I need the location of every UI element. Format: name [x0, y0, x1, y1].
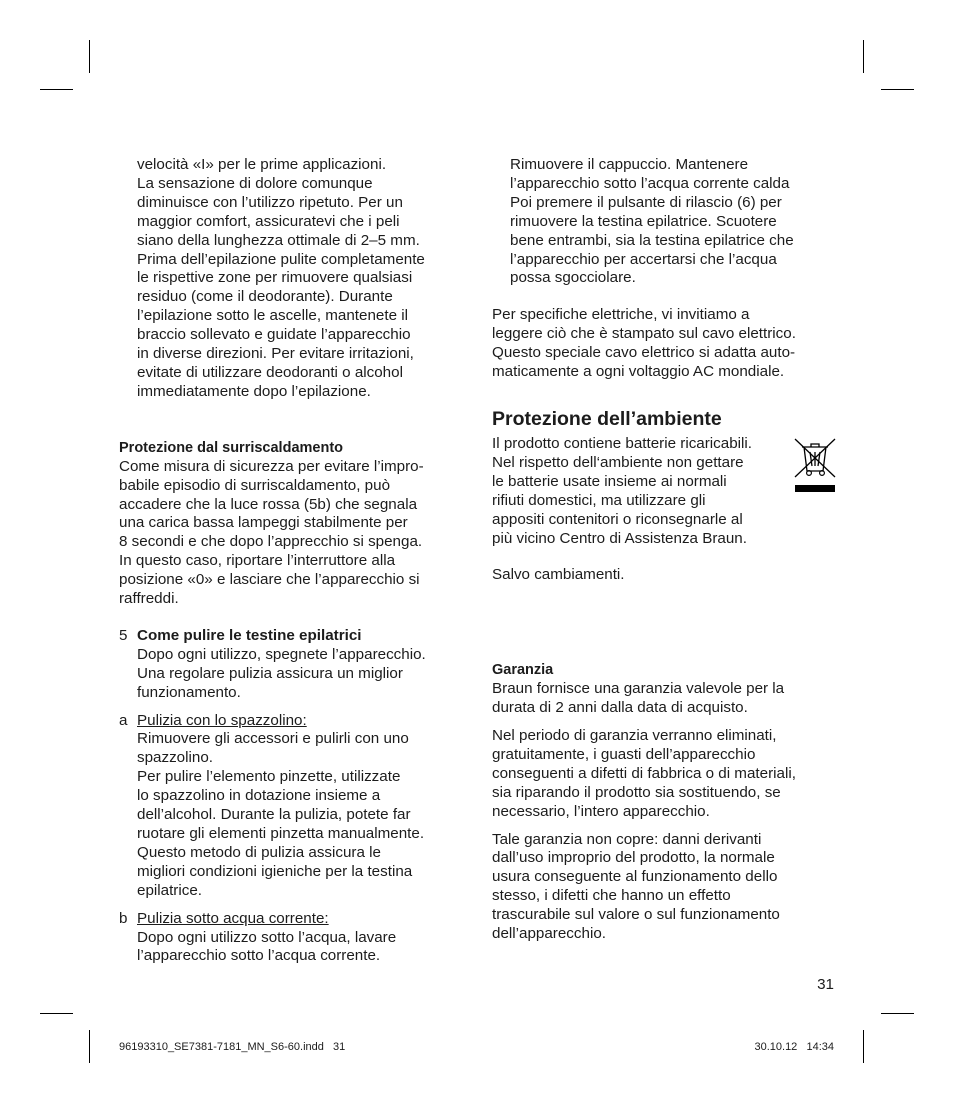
text-line: Dopo ogni utilizzo sotto l’acqua, lavare — [137, 928, 397, 946]
text-line: posizione «0» e lasciare che l’apparecchio si — [119, 571, 420, 589]
item-a-title: Pulizia con lo spazzolino: — [137, 711, 307, 729]
text-line: le rispettive zone per rimuovere qualsiasi — [137, 269, 413, 287]
text-line: immediatamente dopo l’epilazione. — [137, 382, 371, 400]
text-line: Prima dell’epilazione pulite completamente — [137, 250, 425, 268]
text-line: babile episodio di surriscaldamento, può — [119, 476, 391, 494]
text-line: accadere che la luce rossa (5b) che segnala — [119, 495, 418, 513]
text-line: funzionamento. — [137, 683, 241, 701]
item-b-title: Pulizia sotto acqua corrente: — [137, 909, 329, 927]
text-line: Rimuovere il cappuccio. Mantenere — [510, 156, 749, 173]
text-line: diminuisce con l’utilizzo ripetuto. Per un — [137, 193, 403, 211]
electrical-paragraph — [492, 306, 842, 382]
text-line: l’apparecchio sotto l’acqua corrente calda — [510, 174, 790, 192]
intro-paragraph — [119, 156, 469, 402]
text-line: Poi premere il pulsante di rilascio (6) per — [510, 193, 782, 211]
text-line: bene entrambi, sia la testina epilatrice che — [510, 231, 794, 249]
text-line: Tale garanzia non copre: danni derivanti — [492, 830, 762, 848]
footer-file-info: 96193310_SE7381-7181_MN_S6-60.indd 31 — [119, 1041, 346, 1053]
item-letter: b — [119, 909, 128, 927]
item-letter: a — [119, 711, 128, 729]
page-number: 31 — [817, 976, 834, 993]
text-line: raffreddi. — [119, 590, 179, 608]
text-line: trascurabile sul valore o sul funzionamento — [492, 906, 780, 924]
text-line: necessario, l’intero apparecchio. — [492, 802, 710, 820]
item-a — [119, 712, 469, 901]
text-line: Per pulire l’elemento pinzette, utilizzate — [137, 768, 401, 786]
text-line: stesso, i difetti che hanno un effetto — [492, 887, 731, 905]
text-line: l’epilazione sotto le ascelle, mantenete il — [137, 307, 409, 325]
section-5-title: Come pulire le testine epilatrici — [137, 626, 362, 644]
crop-mark — [89, 1030, 90, 1063]
text-line: gratuitamente, i guasti dell’apparecchio — [492, 745, 756, 763]
text-line: residuo (come il deodorante). Durante — [137, 288, 393, 306]
environment-paragraph — [492, 435, 842, 548]
crossed-out-wheelie-bin-icon — [792, 433, 838, 497]
text-line: siano della lunghezza ottimale di 2–5 mm. — [137, 231, 420, 249]
section-number: 5 — [119, 626, 128, 644]
overheat-paragraph — [119, 458, 469, 609]
environment-heading: Protezione dell’ambiente — [492, 407, 722, 430]
text-line: leggere ciò che è stampato sul cavo elettrico. — [492, 325, 796, 343]
text-line: Il prodotto contiene batterie ricaricabili. — [492, 434, 753, 452]
text-line: Come misura di sicurezza per evitare l’impro- — [119, 457, 424, 475]
footer-date-time: 30.10.12 14:34 — [754, 1041, 834, 1053]
text-line: una carica bassa lampeggi stabilmente per — [119, 514, 408, 532]
text-line: possa sgocciolare. — [510, 269, 636, 287]
text-line: Questo speciale cavo elettrico si adatta auto- — [492, 344, 796, 362]
text-line: maticamente a ogni voltaggio AC mondiale. — [492, 363, 785, 381]
text-line: evitate di utilizzare deodoranti o alcohol — [137, 363, 403, 381]
text-line: maggior comfort, assicuratevi che i peli — [137, 212, 400, 230]
text-line: l’apparecchio sotto l’acqua corrente. — [137, 947, 381, 965]
crop-mark — [881, 1013, 914, 1014]
text-line: rifiuti domestici, ma utilizzare gli — [492, 491, 706, 509]
text-line: l’apparecchio per accertarsi che l’acqua — [510, 250, 777, 268]
text-line: Una regolare pulizia assicura un miglior — [137, 664, 403, 682]
text-line: sia riparando il prodotto sia sostituendo, se — [492, 783, 781, 801]
text-line: braccio sollevato e guidate l’apparecchio — [137, 326, 411, 344]
crop-mark — [881, 89, 914, 90]
text-line: ruotare gli elementi pinzetta manualmente. — [137, 825, 425, 842]
crop-mark — [863, 40, 864, 73]
text-line: Braun fornisce una garanzia valevole per la — [492, 680, 785, 698]
text-line: rimuovere la testina epilatrice. Scuotere — [510, 212, 777, 230]
text-line: 8 secondi e che dopo l’apprecchio si spenga. — [119, 533, 423, 551]
text-line: usura conseguente al funzionamento dello — [492, 868, 778, 886]
text-line: più vicino Centro di Assistenza Braun. — [492, 529, 747, 547]
text-line: migliori condizioni igieniche per la testina — [137, 862, 413, 880]
text-line: velocità «I» per le prime applicazioni. — [137, 156, 387, 173]
text-line: durata di 2 anni dalla data di acquisto. — [492, 699, 748, 717]
subject-to-change-note: Salvo cambiamenti. — [492, 566, 625, 584]
warranty-paragraph-2 — [492, 727, 842, 822]
text-line: dall’uso improprio del prodotto, la normale — [492, 849, 775, 867]
crop-mark — [863, 1030, 864, 1063]
rinse-paragraph — [492, 156, 842, 288]
text-line: lo spazzolino in dotazione insieme a — [137, 787, 381, 805]
text-line: Questo metodo di pulizia assicura le — [137, 843, 381, 861]
text-line: La sensazione di dolore comunque — [137, 174, 373, 192]
crop-mark — [40, 89, 73, 90]
crop-mark — [40, 1013, 73, 1014]
text-line: Nel periodo di garanzia verranno eliminati, — [492, 727, 777, 745]
text-line: Dopo ogni utilizzo, spegnete l’apparecchio. — [137, 645, 426, 663]
right-column — [492, 156, 842, 944]
crop-mark — [89, 40, 90, 73]
text-line: le batterie usate insieme ai normali — [492, 472, 727, 490]
warranty-paragraph-1 — [492, 680, 842, 718]
text-line: appositi contenitori o riconsegnarle al — [492, 510, 743, 528]
item-b — [119, 910, 469, 967]
text-line: epilatrice. — [137, 881, 202, 899]
warranty-paragraph-3 — [492, 831, 842, 944]
text-line: spazzolino. — [137, 749, 213, 767]
overheat-heading: Protezione dal surriscaldamento — [119, 439, 344, 456]
text-line: Per specifiche elettriche, vi invitiamo a — [492, 306, 750, 324]
text-line: Rimuovere gli accessori e pulirli con uno — [137, 730, 409, 748]
section-5 — [119, 627, 469, 703]
text-line: conseguenti a difetti di fabbrica o di materiali, — [492, 764, 796, 782]
left-column — [119, 156, 469, 966]
text-line: dell’alcohol. Durante la pulizia, potete far — [137, 806, 411, 824]
text-line: dell’apparecchio. — [492, 925, 606, 943]
text-line: Nel rispetto dell‘ambiente non gettare — [492, 453, 744, 471]
warranty-heading: Garanzia — [492, 662, 554, 679]
text-line: in diverse direzioni. Per evitare irritazioni, — [137, 345, 414, 363]
text-line: In questo caso, riportare l’interruttore alla — [119, 552, 396, 570]
